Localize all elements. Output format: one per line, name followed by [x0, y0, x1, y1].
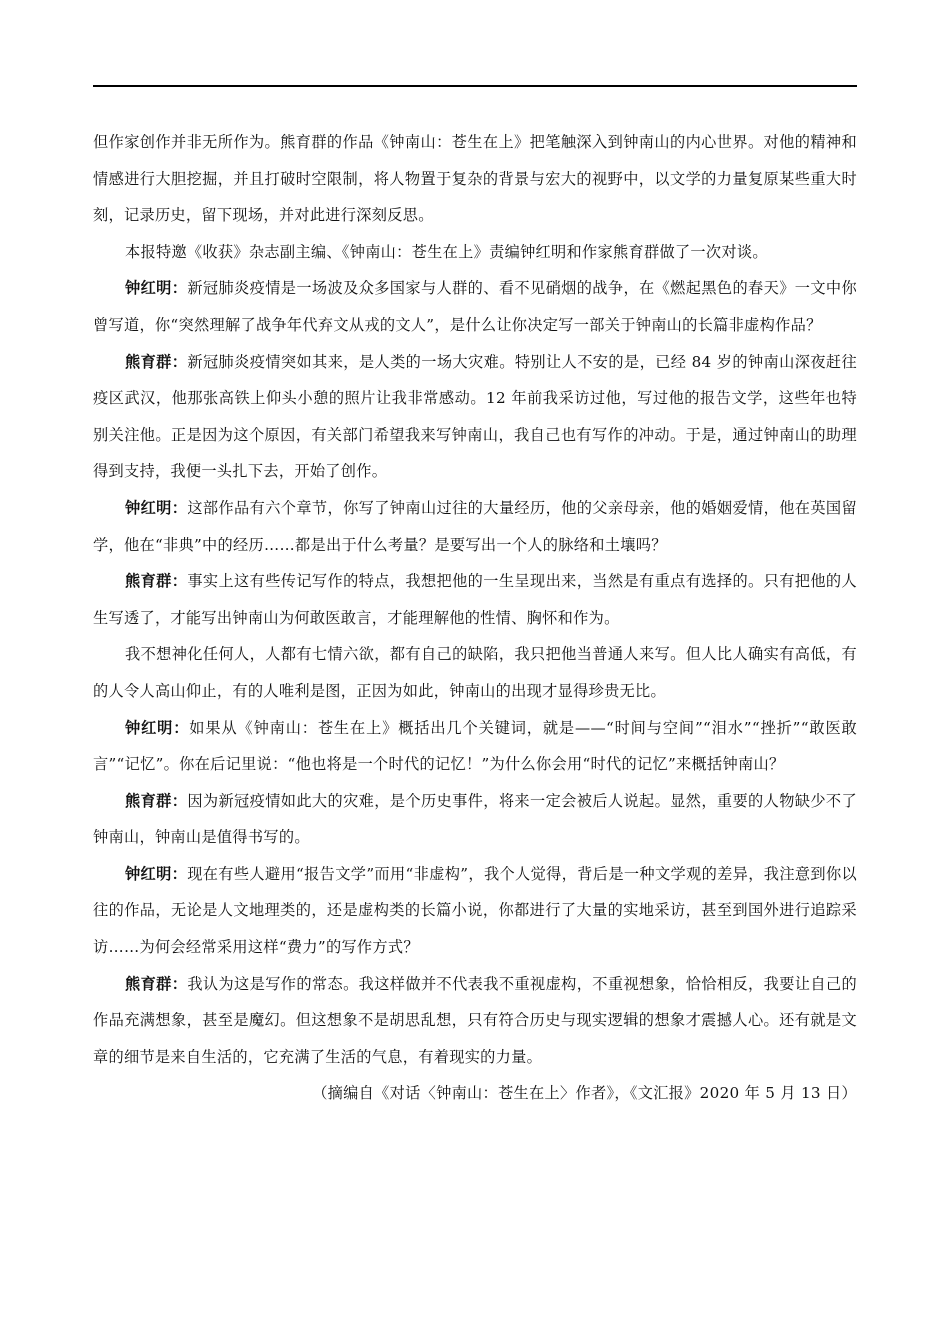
header-rule	[93, 85, 857, 87]
speaker-name: 熊育群：	[125, 572, 188, 591]
speaker-name: 钟红明：	[125, 718, 190, 737]
dialogue-paragraph	[93, 270, 857, 343]
dialogue-paragraph	[93, 966, 857, 1076]
dialogue-paragraph	[93, 856, 857, 966]
speaker-name: 熊育群：	[125, 791, 188, 810]
dialogue-text: 现在有些人避用“报告文学”而用“非虚构”，我个人觉得，背后是一种文学观的差异，我注意到你以往的作品，无论是人文地理类的，还是虚构类的长篇小说，你都进行了大量的实地采访，甚至到国外进行追踪采访……为何会经常采用这样“费力”的写作方式？	[93, 864, 857, 957]
intro-paragraph: 但作家创作并非无所作为。熊育群的作品《钟南山：苍生在上》把笔触深入到钟南山的内心世界。对他的精神和情感进行大胆挖掘，并且打破时空限制，将人物置于复杂的背景与宏大的视野中，以文学的力量复原某些重大时刻，记录历史，留下现场，并对此进行深刻反思。	[93, 133, 857, 225]
dialogue-paragraph	[93, 490, 857, 563]
dialogue-paragraph	[93, 563, 857, 636]
dialogue-text: 新冠肺炎疫情突如其来，是人类的一场大灾难。特别让人不安的是，已经 84 岁的钟南山深夜赶往疫区武汉，他那张高铁上仰头小憩的照片让我非常感动。12 年前我采访过他，写过他的报告文学，这些年也特别关注他。正是因为这个原因，有关部门希望我来写钟南山，我自己也有写作的冲动。于是，通过钟南山的助理得到支持，我便一头扎下去，开始了创作。	[93, 352, 857, 481]
speaker-name: 熊育群：	[125, 352, 188, 371]
article-body	[93, 124, 857, 1112]
dialogue-text: 我认为这是写作的常态。我这样做并不代表我不重视虚构，不重视想象，恰恰相反，我要让自己的作品充满想象，甚至是魔幻。但这想象不是胡思乱想，只有符合历史与现实逻辑的想象才震撼人心。还有就是文章的细节是来自生活的，它充满了生活的气息，有着现实的力量。	[93, 974, 857, 1066]
source-citation: （摘编自《对话〈钟南山：苍生在上〉作者》，《文汇报》2020 年 5 月 13 日）	[312, 1084, 857, 1103]
dialogue-paragraph	[93, 344, 857, 490]
dialogue-text: 如果从《钟南山：苍生在上》概括出几个关键词，就是——“时间与空间”“泪水”“挫折”“敢医敢言”“记忆”。你在后记里说：“他也将是一个时代的记忆！”为什么你会用“时代的记忆”来概括钟南山？	[93, 718, 858, 774]
dialogue-text: 因为新冠疫情如此大的灾难，是个历史事件，将来一定会被后人说起。显然，重要的人物缺少不了钟南山，钟南山是值得书写的。	[93, 791, 857, 847]
dialogue-paragraph	[93, 636, 857, 709]
dialogue-text: 新冠肺炎疫情是一场波及众多国家与人群的、看不见硝烟的战争，在《燃起黑色的春天》一文中你曾写道，你“突然理解了战争年代弃文从戎的文人”，是什么让你决定写一部关于钟南山的长篇非虚构作品？	[93, 279, 857, 334]
dialogue-text: 事实上这有些传记写作的特点，我想把他的一生呈现出来，当然是有重点有选择的。只有把他的人生写透了，才能写出钟南山为何敢医敢言，才能理解他的性情、胸怀和作为。	[93, 572, 857, 627]
speaker-name: 钟红明：	[125, 498, 188, 517]
dialogue-paragraph	[93, 710, 857, 783]
dialogue-text: 我不想神化任何人，人都有七情六欲，都有自己的缺陷，我只把他当普通人来写。但人比人确实有高低，有的人令人高山仰止，有的人唯利是图，正因为如此，钟南山的出现才显得珍贵无比。	[93, 645, 857, 700]
dialogue-paragraph	[93, 783, 857, 856]
intro-paragraph: 本报特邀《收获》杂志副主编、《钟南山：苍生在上》责编钟红明和作家熊育群做了一次对谈。	[125, 242, 768, 261]
speaker-name: 熊育群：	[125, 974, 188, 993]
speaker-name: 钟红明：	[125, 279, 188, 298]
dialogue-text: 这部作品有六个章节，你写了钟南山过往的大量经历，他的父亲母亲，他的婚姻爱情，他在英国留学，他在“非典”中的经历……都是出于什么考量？是要写出一个人的脉络和土壤吗？	[93, 498, 857, 554]
speaker-name: 钟红明：	[125, 864, 188, 883]
